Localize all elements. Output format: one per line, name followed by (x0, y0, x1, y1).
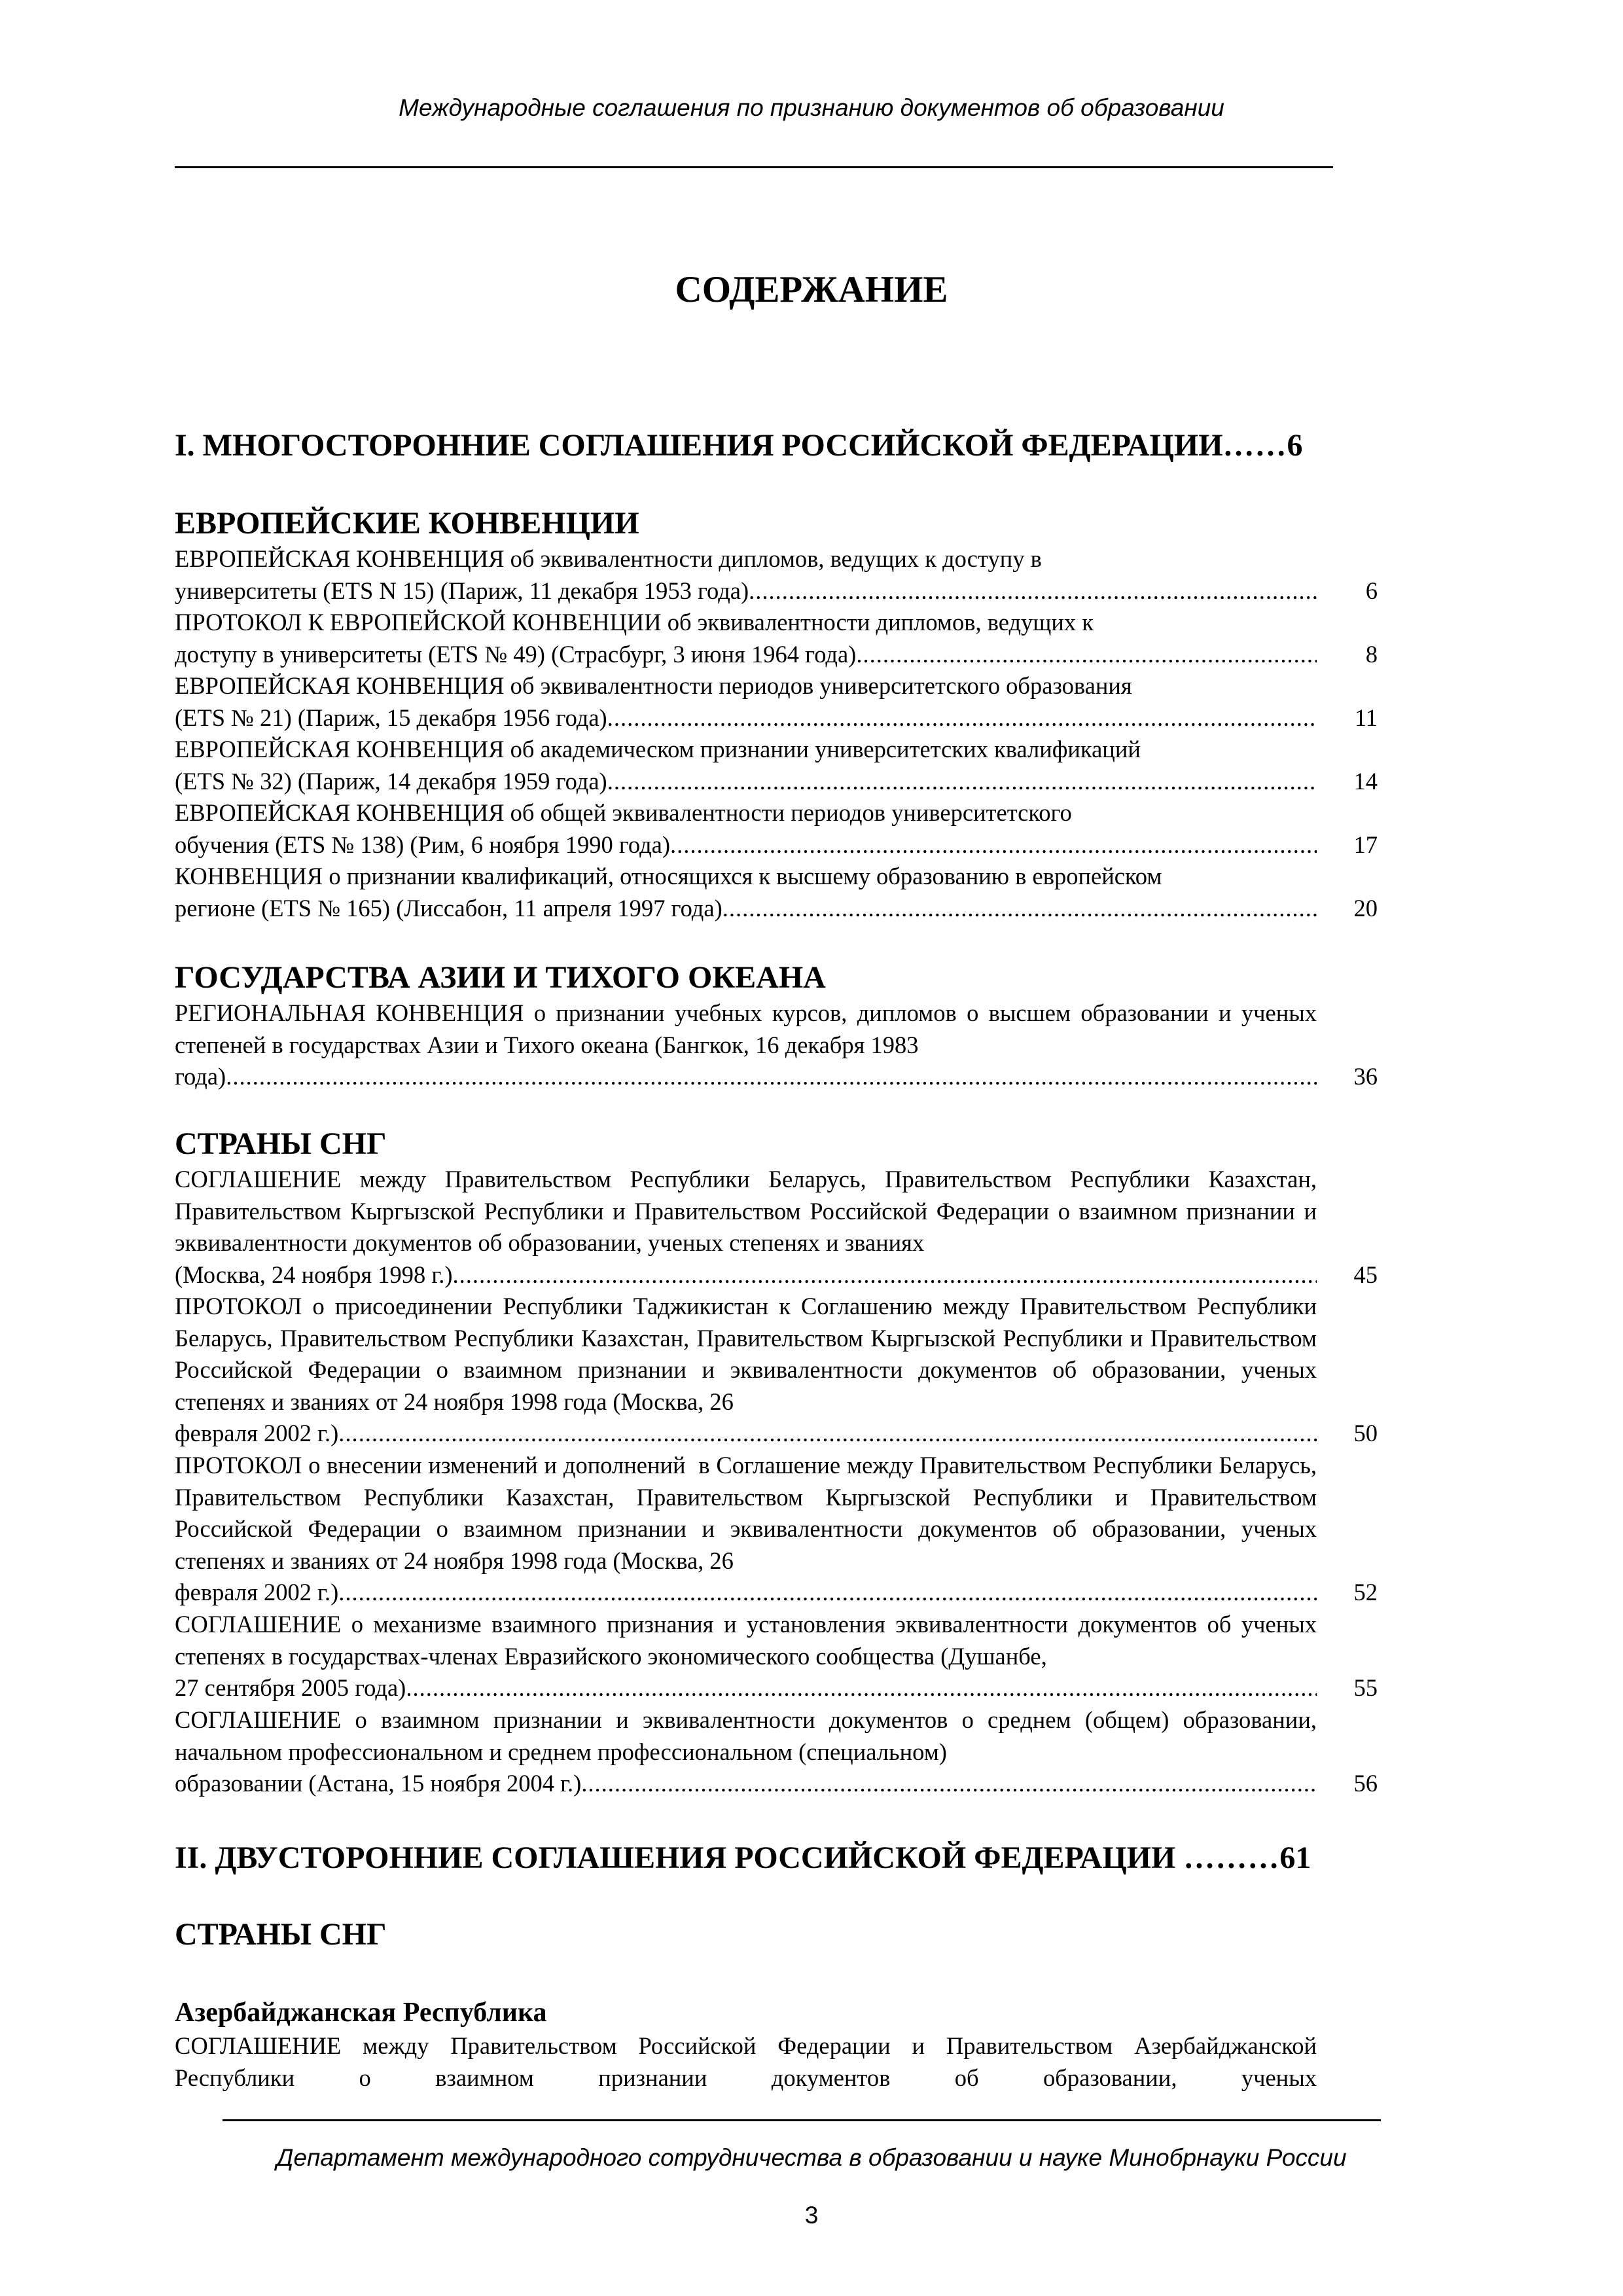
toc-entry[interactable] (175, 670, 1378, 734)
running-header: Международные соглашения по признанию документов об образовании (399, 94, 1224, 121)
toc-entry-page: 14 (1353, 767, 1378, 795)
dot-leader (749, 575, 1317, 607)
toc-entry-text: СОГЛАШЕНИЕ между Правительством Республики Беларусь, Правительством Республики Казахстан, Правительством Кыргызской Республики и Правительством Российской Федерации о взаимном признании и эквивалентности документов об образовании, ученых степенях и званиях (175, 1166, 1317, 1256)
toc-entry-page: 36 (1353, 1063, 1378, 1090)
page-title: СОДЕРЖАНИЕ (675, 269, 948, 310)
toc-entry-last-line: доступу в университеты (ETS № 49) (Страсбург, 3 июня 1964 года) (175, 640, 857, 668)
toc-entry[interactable] (175, 997, 1378, 1093)
country-heading-azerbaijan: Азербайджанская Республика (175, 1998, 547, 2028)
toc-entry-last-line: (ETS № 21) (Париж, 15 декабря 1956 года) (175, 704, 607, 731)
toc-entry-page: 56 (1353, 1770, 1378, 1797)
header-rule (175, 166, 1333, 168)
toc-entry-text: ЕВРОПЕЙСКАЯ КОНВЕНЦИЯ об эквивалентности периодов университетского образования (175, 672, 1132, 699)
dot-leader (856, 639, 1317, 671)
toc-entry-text: СОГЛАШЕНИЕ о взаимном признании и эквивалентности документов о среднем (общем) образовании, начальном профессиональном и среднем профессиональном (специальном) (175, 1706, 1317, 1765)
toc-entry[interactable] (175, 1450, 1378, 1609)
toc-entry-page: 52 (1353, 1579, 1378, 1605)
toc-entry-last-line: обучения (ETS № 138) (Рим, 6 ноября 1990 года) (175, 831, 671, 858)
toc-entry-text: СОГЛАШЕНИЕ между Правительством Российской Федерации и Правительством Азербайджанской Республики о взаимном признании документов об образовании, ученых (175, 2032, 1317, 2091)
part-1-heading[interactable] (175, 427, 1378, 465)
toc-entry[interactable] (175, 607, 1378, 670)
part-2-heading[interactable] (175, 1839, 1378, 1877)
part-2-heading-text: II. ДВУСТОРОННИЕ СОГЛАШЕНИЯ РОССИЙСКОЙ ФЕДЕРАЦИИ (175, 1840, 1184, 1875)
dot-leader (607, 702, 1317, 734)
toc-entry-page: 17 (1353, 831, 1378, 858)
toc-entry-last-line: образовании (Астана, 15 ноября 2004 г.) (175, 1770, 582, 1797)
dot-leader (581, 1768, 1317, 1800)
dot-leader (607, 766, 1317, 798)
dot-leader (670, 829, 1317, 861)
toc-entry-page: 6 (1365, 577, 1378, 604)
toc-entry-last-line: университеты (ETS N 15) (Париж, 11 декабря 1953 года) (175, 577, 749, 604)
part-2-heading-page: 61 (1279, 1840, 1311, 1875)
toc-entry-last-line: года) (175, 1063, 226, 1090)
toc-entry-last-line: 27 сентября 2005 года) (175, 1674, 406, 1701)
toc-entry-text: ПРОТОКОЛ о внесении изменений и дополнений в Соглашение между Правительством Республики Беларусь, Правительством Республики Казахстан, Правительством Кыргызской Республики и Правительством Российской Федерации о взаимном признании и эквивалентности документов об образовании, ученых степенях и званиях от 24 ноября 1998 года (Москва, 26 (175, 1452, 1323, 1574)
footer-rule (223, 2119, 1381, 2121)
part-2-heading-leader: ……… (1183, 1840, 1280, 1875)
toc-entry-text: РЕГИОНАЛЬНАЯ КОНВЕНЦИЯ о признании учебных курсов, дипломов о высшем образовании и ученых степеней в государствах Азии и Тихого океана (Бангкок, 16 декабря 1983 (175, 999, 1317, 1058)
toc-entry-last-line: февраля 2002 г.) (175, 1579, 339, 1605)
toc-entry-text: ПРОТОКОЛ о присоединении Республики Таджикистан к Соглашению между Правительством Республики Беларусь, Правительством Республики Казахстан, Правительством Кыргызской Республики и Правительством Российской Федерации о взаимном признании и эквивалентности документов об образовании, ученых степенях и званиях от 24 ноября 1998 года (Москва, 26 (175, 1293, 1317, 1415)
toc-entry-text: ЕВРОПЕЙСКАЯ КОНВЕНЦИЯ об эквивалентности дипломов, ведущих к доступу в (175, 545, 1042, 572)
toc-entry-page: 50 (1353, 1420, 1378, 1446)
page-number: 3 (804, 2202, 819, 2229)
group-heading-asia-pacific: ГОСУДАРСТВА АЗИИ И ТИХОГО ОКЕАНА (175, 960, 826, 995)
toc-entry[interactable] (175, 1291, 1378, 1450)
dot-leader (338, 1577, 1317, 1609)
toc-entry-page: 55 (1353, 1674, 1378, 1701)
group-heading-european: ЕВРОПЕЙСКИЕ КОНВЕНЦИИ (175, 506, 639, 541)
dot-leader (722, 893, 1317, 925)
dot-leader (406, 1672, 1317, 1704)
toc-entry-text: КОНВЕНЦИЯ о признании квалификаций, относящихся к высшему образованию в европейском (175, 863, 1162, 889)
toc-entry-last-line: февраля 2002 г.) (175, 1420, 339, 1446)
part-1-heading-leader: …… (1222, 428, 1287, 463)
toc-entry-text: СОГЛАШЕНИЕ о механизме взаимного признания и установления эквивалентности документов об ученых степенях в государствах-членах Евразийского экономического сообщества (Душанбе, (175, 1611, 1317, 1670)
toc-entry[interactable] (175, 1609, 1378, 1704)
toc-entry-last-line: (Москва, 24 ноября 1998 г.) (175, 1261, 453, 1288)
group-heading-cis-bilateral: СТРАНЫ СНГ (175, 1917, 387, 1952)
toc-entry[interactable] (175, 861, 1378, 924)
dot-leader (338, 1418, 1317, 1450)
toc-entry[interactable] (175, 2030, 1378, 2094)
group-heading-cis: СТРАНЫ СНГ (175, 1126, 387, 1161)
footer-department: Департамент международного сотрудничества в образовании и науке Минобрнауки России (276, 2144, 1347, 2171)
toc-entry[interactable] (175, 734, 1378, 797)
part-1-heading-page: 6 (1287, 428, 1303, 463)
toc-entry[interactable] (175, 543, 1378, 607)
toc-entry-page: 45 (1353, 1261, 1378, 1288)
dot-leader (226, 1061, 1317, 1093)
toc-entry-last-line: регионе (ETS № 165) (Лиссабон, 11 апреля 1997 года) (175, 894, 722, 922)
toc-entry[interactable] (175, 1164, 1378, 1291)
toc-entry-page: 8 (1365, 640, 1378, 668)
toc-entry-text: ЕВРОПЕЙСКАЯ КОНВЕНЦИЯ об общей эквивалентности периодов университетского (175, 799, 1072, 826)
toc-entry[interactable] (175, 797, 1378, 861)
part-1-heading-text: I. МНОГОСТОРОННИЕ СОГЛАШЕНИЯ РОССИЙСКОЙ ФЕДЕРАЦИИ (175, 428, 1223, 463)
toc-entry[interactable] (175, 1704, 1378, 1800)
toc-entry-text: ЕВРОПЕЙСКАЯ КОНВЕНЦИЯ об академическом признании университетских квалификаций (175, 736, 1141, 762)
toc-entry-text: ПРОТОКОЛ К ЕВРОПЕЙСКОЙ КОНВЕНЦИИ об эквивалентности дипломов, ведущих к (175, 609, 1094, 636)
toc-entry-page: 20 (1353, 894, 1378, 922)
dot-leader (453, 1259, 1317, 1291)
toc-entry-page: 11 (1354, 704, 1378, 731)
toc-entry-last-line: (ETS № 32) (Париж, 14 декабря 1959 года) (175, 767, 607, 795)
